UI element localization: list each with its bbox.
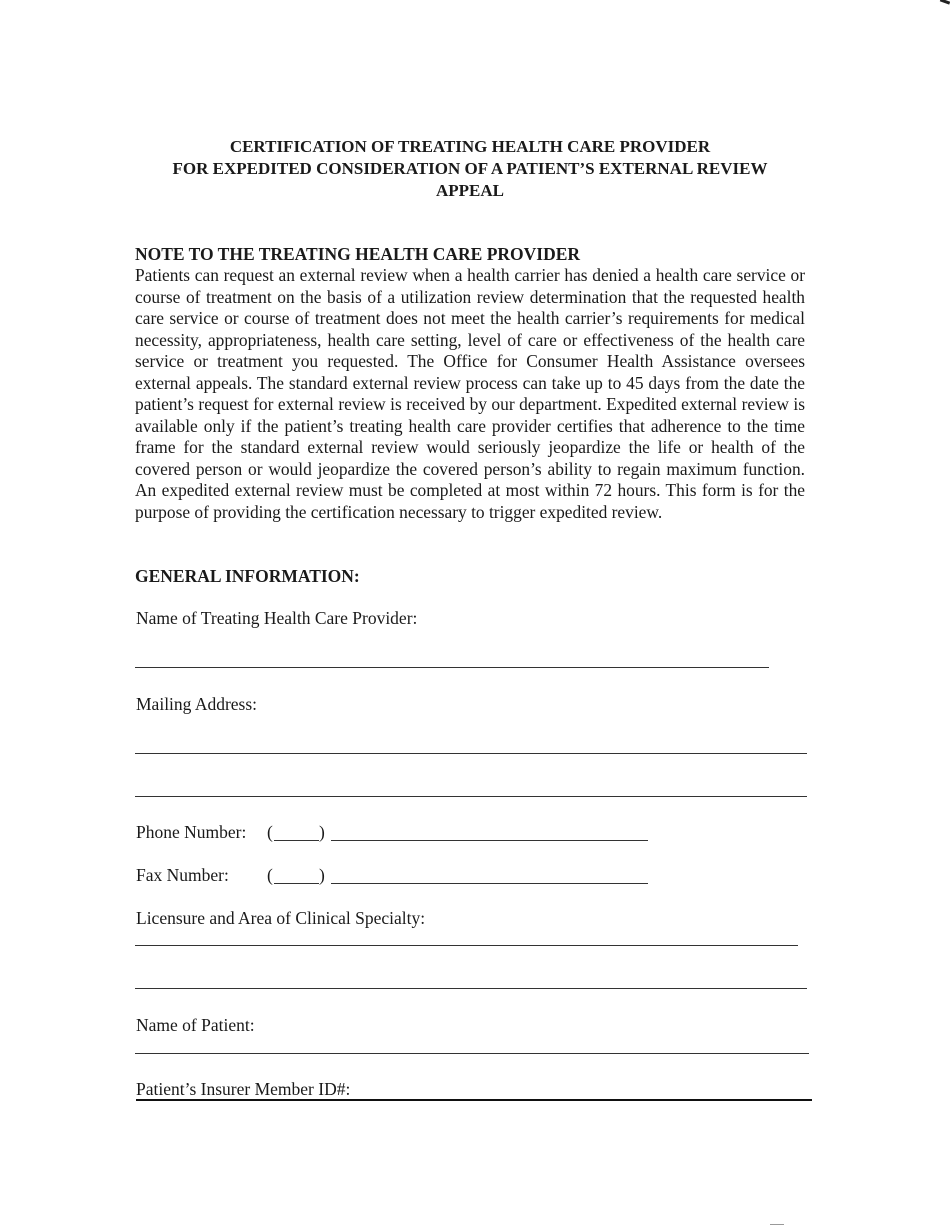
note-body: Patients can request an external review when a health carrier has denied a health care service or course of treatment on the basis of a utilization review determination that the requested health care service or course of treatment does not meet the health carrier’s requirements for medical necessity, appropriateness, health care setting, level of care or effectiveness of the health care service or treatment you requested. The Office for Consumer Health Assistance oversees external appeals. The standard external review process can take up to 45 days from the date the patient’s request for external review is received by our department. Expedited external review is available only if the patient’s treating health care provider certifies that adherence to the time frame for the standard external review would seriously jeopardize the life or health of the covered person or would jeopardize the covered person’s ability to regain maximum function. An expedited external review must be completed at most within 72 hours. This form is for the purpose of providing the certification necessary to trigger expedited review. [135, 265, 805, 522]
member-id-field[interactable] [136, 1099, 812, 1101]
mailing-address-field-2[interactable] [135, 796, 807, 797]
scan-corner-mark [940, 0, 950, 5]
note-heading: NOTE TO THE TREATING HEALTH CARE PROVIDER [135, 244, 581, 264]
fax-number-field[interactable] [331, 883, 648, 884]
patient-name-label: Name of Patient: [136, 1015, 255, 1035]
general-info-heading: GENERAL INFORMATION: [135, 566, 360, 586]
title-line-2: FOR EXPEDITED CONSIDERATION OF A PATIENT’S EXTERNAL REVIEW [172, 159, 768, 178]
fax-paren-open: ( [267, 865, 273, 885]
title-line-1: CERTIFICATION OF TREATING HEALTH CARE PROVIDER [229, 137, 711, 156]
form-title [100, 136, 840, 202]
mailing-address-label: Mailing Address: [136, 694, 258, 714]
phone-paren-open: ( [267, 822, 273, 842]
member-id-label: Patient’s Insurer Member ID#: [136, 1079, 351, 1099]
fax-paren-close: ) [319, 865, 325, 885]
phone-number-field[interactable] [331, 840, 648, 841]
phone-paren-close: ) [319, 822, 325, 842]
phone-label: Phone Number: [136, 822, 247, 842]
fax-label: Fax Number: [136, 865, 229, 885]
provider-name-label: Name of Treating Health Care Provider: [136, 608, 418, 628]
phone-area-code-field[interactable] [274, 840, 319, 841]
mailing-address-field-1[interactable] [135, 753, 807, 754]
provider-name-field[interactable] [135, 667, 769, 668]
licensure-label: Licensure and Area of Clinical Specialty: [136, 908, 426, 928]
fax-area-code-field[interactable] [274, 883, 319, 884]
scan-speck [770, 1224, 784, 1225]
licensure-field-1[interactable] [135, 945, 798, 946]
licensure-field-2[interactable] [135, 988, 807, 989]
patient-name-field[interactable] [135, 1053, 809, 1054]
title-line-3: APPEAL [436, 181, 504, 200]
